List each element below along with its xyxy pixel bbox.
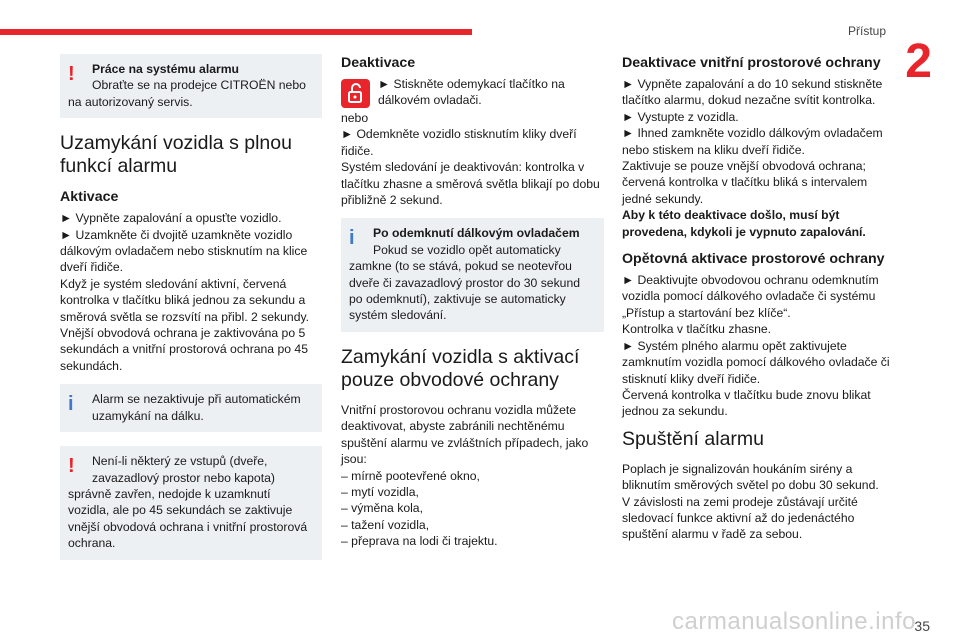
warning-icon: ! xyxy=(68,63,75,85)
paragraph: ► Ihned zamkněte vozidlo dálkovým ovladačem nebo stiskem na kliku dveří řidiče. xyxy=(622,126,883,157)
list-item: – mírně pootevřené okno, xyxy=(341,468,480,483)
heading-deactivate-interior: Deaktivace vnitřní prostorové ochrany xyxy=(622,55,881,71)
paragraph: Když je systém sledování aktivní, červená kontrolka v tlačítku bliká jednou za sekundu a směrová světla se rozsvítí na přibl. 2 sekundy. xyxy=(60,276,310,324)
heading-deactivation: Deaktivace xyxy=(341,55,416,71)
list-item: – přeprava na lodi či trajektu. xyxy=(341,534,498,549)
paragraph: ► Systém plného alarmu opět zaktivujete zamknutím vozidla pomocí dálkového ovladače či stisknutí kliky dveří řidiče. xyxy=(622,338,890,386)
paragraph: V závislosti na zemi prodeje zůstávají určité sledovací funkce aktivní až do jedenáctého spuštění alarmu v řadě za sebou. xyxy=(622,494,858,542)
list-item: – tažení vozidla, xyxy=(341,517,430,532)
warning-box-alarm-service xyxy=(60,54,322,118)
box-text-rest: správně zavřen, nedojde k uzamknutí vozidla, ale po 45 sekundách se zaktivuje vnější obvodová ochrana i vnitřní prostorová ochrana. xyxy=(68,486,308,551)
box-text-first: Není-li některý ze vstupů (dveře, zavazadlový prostor nebo kapota) xyxy=(92,454,275,485)
section-name: Přístup xyxy=(847,24,886,38)
box-title: Práce na systému alarmu xyxy=(92,62,240,76)
paragraph: Poplach je signalizován houkáním sirény a bliknutím směrových světel po dobu 30 sekund. xyxy=(622,461,879,493)
paragraph: ► Deaktivujte obvodovou ochranu odemknutím vozidla pomocí dálkového ovladače či systému „Přístup a startování bez klíče“. xyxy=(622,273,879,320)
column-2 xyxy=(341,54,604,550)
list-item: – výměna kola, xyxy=(341,501,423,516)
paragraph: ► Vypněte zapalování a do 10 sekund stiskněte tlačítko alarmu, dokud nezačne svítit kontrolka. xyxy=(622,77,883,108)
column-3 xyxy=(622,54,892,543)
warning-box-open-entry xyxy=(60,446,322,559)
paragraph: Červená kontrolka v tlačítku bude znovu blikat jednou za sekundu. xyxy=(622,387,871,419)
info-icon: i xyxy=(68,393,74,416)
box-text-rest: na autorizovaný servis. xyxy=(68,94,193,109)
watermark: carmanualsonline.info xyxy=(672,608,916,635)
info-box-after-unlock xyxy=(341,218,604,331)
page-number: 35 xyxy=(914,618,930,634)
box-text-first: Pokud se vozidlo opět automaticky xyxy=(373,242,561,257)
box-title: Po odemknutí dálkovým ovladačem xyxy=(373,226,580,241)
info-icon: i xyxy=(349,227,355,250)
column-1 xyxy=(60,54,322,574)
paragraph: ► Vypněte zapalování a opusťte vozidlo. xyxy=(60,211,282,226)
box-text-rest: zamkne (to se stává, pokud se neotevřou dveře či zavazadlový prostor do 30 sekund po odemknutí), zaktivuje se automaticky systém sledování. xyxy=(349,259,581,323)
heading-alarm-trigger: Spuštění alarmu xyxy=(622,427,764,450)
paragraph: ► Vystupte z vozidla. xyxy=(622,109,739,124)
paragraph: nebo xyxy=(341,111,369,125)
warning-icon: ! xyxy=(68,455,75,478)
heading-activation: Aktivace xyxy=(60,189,119,206)
paragraph: ► Stiskněte odemykací tlačítko na dálkovém ovladači. xyxy=(378,77,565,108)
header-red-bar xyxy=(0,29,472,35)
paragraph: Systém sledování je deaktivován: kontrolka v tlačítku zhasne a směrová světla blikají po dobu přibližně 2 sekund. xyxy=(341,160,600,208)
heading-perimeter-only-locking: Zamykání vozidla s aktivací pouze obvodové ochrany xyxy=(341,345,580,391)
paragraph: Kontrolka v tlačítku zhasne. xyxy=(622,322,772,337)
paragraph: Vnější obvodová ochrana je zaktivována po 5 sekundách a vnitřní prostorová ochrana po 45 sekundách. xyxy=(60,326,308,373)
box-text: Alarm se nezaktivuje při automatickém uzamykání na dálku. xyxy=(92,392,301,423)
box-text-first: Obraťte se na prodejce CITROËN nebo xyxy=(92,78,306,93)
chapter-number: 2 xyxy=(905,35,932,88)
paragraph: ► Odemkněte vozidlo stisknutím kliky dveří řidiče. xyxy=(341,127,577,158)
unlock-icon xyxy=(341,79,370,108)
heading-reactivate-interior: Opětovná aktivace prostorové ochrany xyxy=(622,251,885,268)
heading-full-alarm-locking: Uzamykání vozidla s plnou funkcí alarmu xyxy=(60,132,292,178)
paragraph-bold: Aby k této deaktivace došlo, musí být provedena, kdykoli je vypnuto zapalování. xyxy=(622,208,866,239)
paragraph: ► Uzamkněte či dvojitě uzamkněte vozidlo dálkovým ovladačem nebo stisknutím na klice dveří řidiče. xyxy=(60,227,308,275)
paragraph: Zaktivuje se pouze vnější obvodová ochrana; červená kontrolka v tlačítku bliká s intervalem jedné sekundy. xyxy=(622,159,868,206)
list-item: – mytí vozidla, xyxy=(341,484,419,499)
unlock-step xyxy=(341,76,604,109)
info-box-auto-lock xyxy=(60,384,322,432)
paragraph: Vnitřní prostorovou ochranu vozidla můžete deaktivovat, abyste zabránili nechtěnému spuštění alarmu ve zvláštních případech, jako jsou: xyxy=(341,402,589,467)
